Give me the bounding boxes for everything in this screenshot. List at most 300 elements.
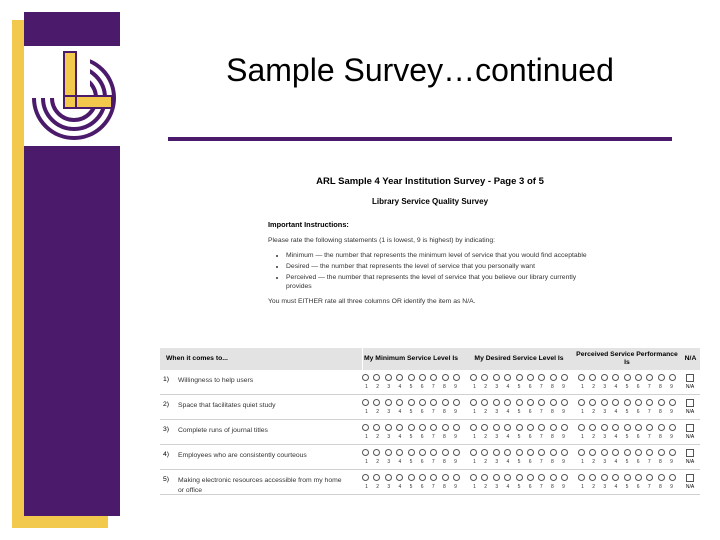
rating-number: 3 xyxy=(603,459,607,465)
rating-radio[interactable] xyxy=(470,474,477,481)
rating-radio[interactable] xyxy=(396,399,403,406)
rating-radio[interactable] xyxy=(578,424,585,431)
na-checkbox[interactable] xyxy=(686,374,694,382)
rating-radio[interactable] xyxy=(669,449,676,456)
rating-number: 4 xyxy=(398,384,402,390)
rating-radio[interactable] xyxy=(538,424,545,431)
survey-table xyxy=(160,348,700,495)
rating-number: 4 xyxy=(398,459,402,465)
rating-radio[interactable] xyxy=(453,424,460,431)
rating-number: 8 xyxy=(442,384,446,390)
rating-radio[interactable] xyxy=(385,474,392,481)
rating-radio[interactable] xyxy=(612,474,619,481)
rating-radio[interactable] xyxy=(470,449,477,456)
rating-radio[interactable] xyxy=(430,449,437,456)
rating-number: 9 xyxy=(454,409,457,415)
rating-number: 2 xyxy=(484,434,488,440)
rating-number: 3 xyxy=(495,484,499,490)
rating-options xyxy=(574,474,680,481)
rating-radio[interactable] xyxy=(516,474,523,481)
rating-scale-minimum xyxy=(358,399,464,415)
rating-number: 1 xyxy=(365,434,368,440)
rating-radio[interactable] xyxy=(408,449,415,456)
rating-number: 5 xyxy=(409,409,413,415)
na-label: N/A xyxy=(685,409,695,415)
rating-radio[interactable] xyxy=(635,449,642,456)
rating-radio[interactable] xyxy=(362,399,369,406)
rating-options xyxy=(466,399,572,406)
rating-number: 5 xyxy=(409,384,413,390)
rating-number: 4 xyxy=(614,484,618,490)
row-statement: Space that facilitates quiet study xyxy=(178,402,276,409)
rating-radio[interactable] xyxy=(430,399,437,406)
rating-number: 2 xyxy=(592,409,596,415)
rating-number: 8 xyxy=(442,409,446,415)
rating-radio[interactable] xyxy=(373,474,380,481)
rating-number: 9 xyxy=(562,409,565,415)
rating-number: 3 xyxy=(495,409,499,415)
rating-numbers xyxy=(466,434,572,440)
rating-radio[interactable] xyxy=(612,449,619,456)
rating-number: 1 xyxy=(581,484,584,490)
rating-number: 7 xyxy=(647,434,651,440)
rating-radio[interactable] xyxy=(442,374,449,381)
rating-radio[interactable] xyxy=(362,449,369,456)
rating-number: 5 xyxy=(409,484,413,490)
rating-radio[interactable] xyxy=(624,474,631,481)
rating-number: 3 xyxy=(495,384,499,390)
rating-radio[interactable] xyxy=(493,424,500,431)
rating-radio[interactable] xyxy=(442,449,449,456)
rating-number: 8 xyxy=(658,434,662,440)
rating-radio[interactable] xyxy=(669,424,676,431)
rating-radio[interactable] xyxy=(612,374,619,381)
row-statement: Complete runs of journal titles xyxy=(178,427,268,434)
rating-number: 7 xyxy=(647,484,651,490)
rating-number: 4 xyxy=(614,459,618,465)
rating-radio[interactable] xyxy=(550,474,557,481)
na-checkbox[interactable] xyxy=(686,449,694,457)
rating-number: 3 xyxy=(603,384,607,390)
na-checkbox[interactable] xyxy=(686,399,694,407)
rating-scale-minimum xyxy=(358,449,464,465)
rating-radio[interactable] xyxy=(527,449,534,456)
rating-radio[interactable] xyxy=(385,449,392,456)
rating-radio[interactable] xyxy=(504,374,511,381)
rating-radio[interactable] xyxy=(669,399,676,406)
rating-radio[interactable] xyxy=(453,474,460,481)
rating-radio[interactable] xyxy=(481,374,488,381)
rating-radio[interactable] xyxy=(419,424,426,431)
rating-number: 5 xyxy=(625,484,629,490)
rating-radio[interactable] xyxy=(624,449,631,456)
rating-scale-perceived xyxy=(574,424,680,440)
rating-scale-minimum xyxy=(358,474,464,490)
rating-number: 4 xyxy=(398,484,402,490)
rating-radio[interactable] xyxy=(493,474,500,481)
rating-radio[interactable] xyxy=(481,399,488,406)
rating-number: 5 xyxy=(625,384,629,390)
na-option xyxy=(684,448,696,465)
rating-radio[interactable] xyxy=(516,374,523,381)
rating-radio[interactable] xyxy=(430,474,437,481)
rating-number: 1 xyxy=(473,384,476,390)
rating-number: 2 xyxy=(592,434,596,440)
rating-radio[interactable] xyxy=(470,374,477,381)
rating-number: 7 xyxy=(431,409,435,415)
rating-number: 6 xyxy=(636,459,640,465)
rating-scale-minimum xyxy=(358,374,464,390)
rating-number: 6 xyxy=(420,434,424,440)
rating-number: 7 xyxy=(431,384,435,390)
rating-number: 8 xyxy=(658,409,662,415)
rating-number: 5 xyxy=(517,459,521,465)
rating-radio[interactable] xyxy=(658,449,665,456)
instructions-heading: Important Instructions: xyxy=(268,220,349,229)
rating-number: 5 xyxy=(517,484,521,490)
rating-numbers xyxy=(358,459,464,465)
table-row xyxy=(160,370,700,395)
rating-numbers xyxy=(358,484,464,490)
rating-radio[interactable] xyxy=(612,424,619,431)
rating-radio[interactable] xyxy=(669,474,676,481)
rating-numbers xyxy=(466,384,572,390)
rating-radio[interactable] xyxy=(561,374,568,381)
rating-radio[interactable] xyxy=(646,424,653,431)
rating-scale-perceived xyxy=(574,399,680,415)
rating-radio[interactable] xyxy=(635,424,642,431)
rating-radio[interactable] xyxy=(669,374,676,381)
rating-radio[interactable] xyxy=(373,424,380,431)
rating-radio[interactable] xyxy=(646,399,653,406)
rating-number: 6 xyxy=(636,384,640,390)
rating-number: 6 xyxy=(636,434,640,440)
rating-number: 9 xyxy=(454,459,457,465)
rating-number: 1 xyxy=(473,484,476,490)
rating-radio[interactable] xyxy=(453,399,460,406)
rating-radio[interactable] xyxy=(635,399,642,406)
rating-number: 5 xyxy=(517,409,521,415)
rating-number: 1 xyxy=(581,459,584,465)
rating-radio[interactable] xyxy=(396,424,403,431)
rating-number: 8 xyxy=(658,384,662,390)
slide-title: Sample Survey…continued xyxy=(226,52,614,88)
rating-radio[interactable] xyxy=(362,374,369,381)
rating-radio[interactable] xyxy=(408,424,415,431)
rating-number: 3 xyxy=(603,484,607,490)
rating-scale-desired xyxy=(466,374,572,390)
rating-number: 7 xyxy=(431,484,435,490)
row-number: 1) xyxy=(163,376,170,383)
rating-number: 7 xyxy=(539,484,543,490)
rating-radio[interactable] xyxy=(589,399,596,406)
rating-radio[interactable] xyxy=(612,399,619,406)
rating-number: 2 xyxy=(376,459,380,465)
rating-number: 3 xyxy=(387,434,391,440)
rating-number: 3 xyxy=(387,384,391,390)
rating-number: 9 xyxy=(562,459,565,465)
rating-numbers xyxy=(466,409,572,415)
na-checkbox[interactable] xyxy=(686,424,694,432)
na-option xyxy=(684,373,696,390)
rating-radio[interactable] xyxy=(527,374,534,381)
rating-radio[interactable] xyxy=(589,474,596,481)
rating-radio[interactable] xyxy=(362,474,369,481)
library-logo-icon xyxy=(24,46,120,146)
rating-radio[interactable] xyxy=(516,424,523,431)
rating-number: 9 xyxy=(670,484,673,490)
rating-radio[interactable] xyxy=(578,399,585,406)
rating-number: 7 xyxy=(539,434,543,440)
rating-radio[interactable] xyxy=(442,474,449,481)
rating-number: 3 xyxy=(603,434,607,440)
rating-radio[interactable] xyxy=(419,374,426,381)
rating-number: 9 xyxy=(454,484,457,490)
rating-radio[interactable] xyxy=(430,374,437,381)
rating-scale-desired xyxy=(466,449,572,465)
rating-radio[interactable] xyxy=(538,399,545,406)
rating-radio[interactable] xyxy=(646,474,653,481)
rating-number: 8 xyxy=(550,409,554,415)
rating-number: 7 xyxy=(539,384,543,390)
rating-radio[interactable] xyxy=(527,399,534,406)
rating-numbers xyxy=(574,409,680,415)
rating-scale-perceived xyxy=(574,374,680,390)
rating-number: 6 xyxy=(636,409,640,415)
rating-number: 2 xyxy=(592,459,596,465)
rating-radio[interactable] xyxy=(481,424,488,431)
rating-radio[interactable] xyxy=(419,449,426,456)
rating-radio[interactable] xyxy=(635,474,642,481)
document-title: ARL Sample 4 Year Institution Survey - Page 3 of 5 xyxy=(316,176,544,187)
rating-number: 3 xyxy=(603,409,607,415)
rating-radio[interactable] xyxy=(516,449,523,456)
rating-radio[interactable] xyxy=(658,399,665,406)
rating-radio[interactable] xyxy=(470,399,477,406)
rating-number: 8 xyxy=(658,459,662,465)
na-checkbox[interactable] xyxy=(686,474,694,482)
rating-radio[interactable] xyxy=(442,399,449,406)
rating-radio[interactable] xyxy=(635,374,642,381)
rating-radio[interactable] xyxy=(373,449,380,456)
rating-number: 8 xyxy=(658,484,662,490)
rating-numbers xyxy=(466,484,572,490)
na-label: N/A xyxy=(685,384,695,390)
rating-radio[interactable] xyxy=(601,399,608,406)
rating-numbers xyxy=(358,434,464,440)
rating-number: 5 xyxy=(517,384,521,390)
rating-options xyxy=(466,424,572,431)
rating-radio[interactable] xyxy=(419,474,426,481)
rating-number: 4 xyxy=(506,459,510,465)
rating-number: 5 xyxy=(625,434,629,440)
rating-number: 7 xyxy=(539,409,543,415)
rating-number: 4 xyxy=(506,384,510,390)
instruction-bullet: • Perceived — the number that represents the level of service that you believe our library currently provides xyxy=(286,273,598,291)
rating-options xyxy=(358,399,464,406)
rating-number: 1 xyxy=(581,384,584,390)
rating-radio[interactable] xyxy=(538,374,545,381)
rating-radio[interactable] xyxy=(419,399,426,406)
table-row xyxy=(160,395,700,420)
rating-radio[interactable] xyxy=(589,424,596,431)
instruction-intro: Please rate the following statements (1 is lowest, 9 is highest) by indicating: xyxy=(268,237,496,244)
rating-radio[interactable] xyxy=(561,474,568,481)
rating-radio[interactable] xyxy=(624,399,631,406)
rating-radio[interactable] xyxy=(493,449,500,456)
rating-radio[interactable] xyxy=(408,474,415,481)
rating-radio[interactable] xyxy=(578,474,585,481)
rating-radio[interactable] xyxy=(578,374,585,381)
rating-number: 3 xyxy=(495,459,499,465)
rating-number: 2 xyxy=(376,384,380,390)
rating-radio[interactable] xyxy=(430,424,437,431)
rating-radio[interactable] xyxy=(396,449,403,456)
rating-radio[interactable] xyxy=(624,424,631,431)
rating-number: 4 xyxy=(398,434,402,440)
rating-radio[interactable] xyxy=(589,449,596,456)
header-desired: My Desired Service Level Is xyxy=(474,355,564,362)
header-na: N/A xyxy=(684,355,697,362)
rating-radio[interactable] xyxy=(516,399,523,406)
rating-numbers xyxy=(466,459,572,465)
rating-radio[interactable] xyxy=(481,449,488,456)
rating-radio[interactable] xyxy=(646,374,653,381)
rating-number: 8 xyxy=(550,484,554,490)
rating-radio[interactable] xyxy=(601,449,608,456)
row-statement: Willingness to help users xyxy=(178,377,254,384)
rating-radio[interactable] xyxy=(527,424,534,431)
row-number: 5) xyxy=(163,476,170,483)
rating-radio[interactable] xyxy=(578,449,585,456)
rating-number: 7 xyxy=(431,434,435,440)
rating-number: 7 xyxy=(647,384,651,390)
instruction-footer: You must EITHER rate all three columns OR identify the item as N/A. xyxy=(268,298,476,305)
rating-number: 1 xyxy=(581,434,584,440)
rating-radio[interactable] xyxy=(373,399,380,406)
rating-number: 6 xyxy=(420,484,424,490)
na-option xyxy=(684,423,696,440)
rating-radio[interactable] xyxy=(550,424,557,431)
purple-top-block xyxy=(24,12,120,46)
rating-number: 9 xyxy=(562,434,565,440)
rating-radio[interactable] xyxy=(646,449,653,456)
rating-number: 8 xyxy=(550,384,554,390)
rating-number: 9 xyxy=(562,484,565,490)
rating-radio[interactable] xyxy=(538,449,545,456)
rating-radio[interactable] xyxy=(550,374,557,381)
rating-number: 5 xyxy=(409,459,413,465)
rating-numbers xyxy=(574,484,680,490)
rating-radio[interactable] xyxy=(362,424,369,431)
rating-radio[interactable] xyxy=(589,374,596,381)
rating-radio[interactable] xyxy=(550,399,557,406)
table-header xyxy=(160,348,700,370)
rating-radio[interactable] xyxy=(385,399,392,406)
rating-numbers xyxy=(358,409,464,415)
rating-radio[interactable] xyxy=(561,424,568,431)
rating-number: 1 xyxy=(365,409,368,415)
rating-number: 1 xyxy=(365,484,368,490)
rating-number: 9 xyxy=(454,384,457,390)
purple-side-bar xyxy=(24,146,120,516)
rating-number: 2 xyxy=(592,384,596,390)
rating-radio[interactable] xyxy=(658,374,665,381)
na-label: N/A xyxy=(685,459,695,465)
rating-number: 6 xyxy=(636,484,640,490)
rating-number: 9 xyxy=(670,434,673,440)
rating-number: 2 xyxy=(484,384,488,390)
rating-options xyxy=(466,374,572,381)
rating-number: 6 xyxy=(528,434,532,440)
rating-radio[interactable] xyxy=(442,424,449,431)
rating-radio[interactable] xyxy=(504,424,511,431)
rating-radio[interactable] xyxy=(601,474,608,481)
rating-radio[interactable] xyxy=(538,474,545,481)
rating-radio[interactable] xyxy=(408,374,415,381)
rating-radio[interactable] xyxy=(504,399,511,406)
rating-number: 7 xyxy=(647,409,651,415)
rating-radio[interactable] xyxy=(453,449,460,456)
rating-radio[interactable] xyxy=(550,449,557,456)
rating-radio[interactable] xyxy=(385,424,392,431)
rating-radio[interactable] xyxy=(561,449,568,456)
rating-number: 6 xyxy=(528,459,532,465)
rating-scale-minimum xyxy=(358,424,464,440)
rating-radio[interactable] xyxy=(601,424,608,431)
rating-number: 2 xyxy=(376,484,380,490)
rating-radio[interactable] xyxy=(408,399,415,406)
rating-radio[interactable] xyxy=(658,474,665,481)
rating-number: 6 xyxy=(420,409,424,415)
rating-radio[interactable] xyxy=(453,374,460,381)
rating-radio[interactable] xyxy=(470,424,477,431)
rating-number: 6 xyxy=(420,459,424,465)
row-number: 2) xyxy=(163,401,170,408)
rating-number: 9 xyxy=(670,409,673,415)
row-number: 3) xyxy=(163,426,170,433)
rating-radio[interactable] xyxy=(624,374,631,381)
rating-number: 6 xyxy=(528,409,532,415)
rating-radio[interactable] xyxy=(385,374,392,381)
rating-scale-desired xyxy=(466,399,572,415)
rating-number: 1 xyxy=(473,434,476,440)
instruction-bullet: • Minimum — the number that represents the minimum level of service that you would find acceptable xyxy=(286,251,598,260)
rating-radio[interactable] xyxy=(561,399,568,406)
rating-radio[interactable] xyxy=(493,399,500,406)
title-divider xyxy=(168,137,672,141)
rating-radio[interactable] xyxy=(481,474,488,481)
rating-radio[interactable] xyxy=(504,474,511,481)
na-label: N/A xyxy=(685,484,695,490)
rating-radio[interactable] xyxy=(601,374,608,381)
rating-options xyxy=(574,374,680,381)
rating-options xyxy=(358,424,464,431)
rating-radio[interactable] xyxy=(396,474,403,481)
rating-number: 2 xyxy=(484,484,488,490)
rating-radio[interactable] xyxy=(658,424,665,431)
na-option xyxy=(684,398,696,415)
rating-radio[interactable] xyxy=(527,474,534,481)
rating-options xyxy=(358,374,464,381)
rating-number: 9 xyxy=(670,384,673,390)
rating-radio[interactable] xyxy=(504,449,511,456)
rating-radio[interactable] xyxy=(396,374,403,381)
na-label: N/A xyxy=(685,434,695,440)
rating-radio[interactable] xyxy=(493,374,500,381)
rating-radio[interactable] xyxy=(373,374,380,381)
rating-number: 6 xyxy=(528,384,532,390)
